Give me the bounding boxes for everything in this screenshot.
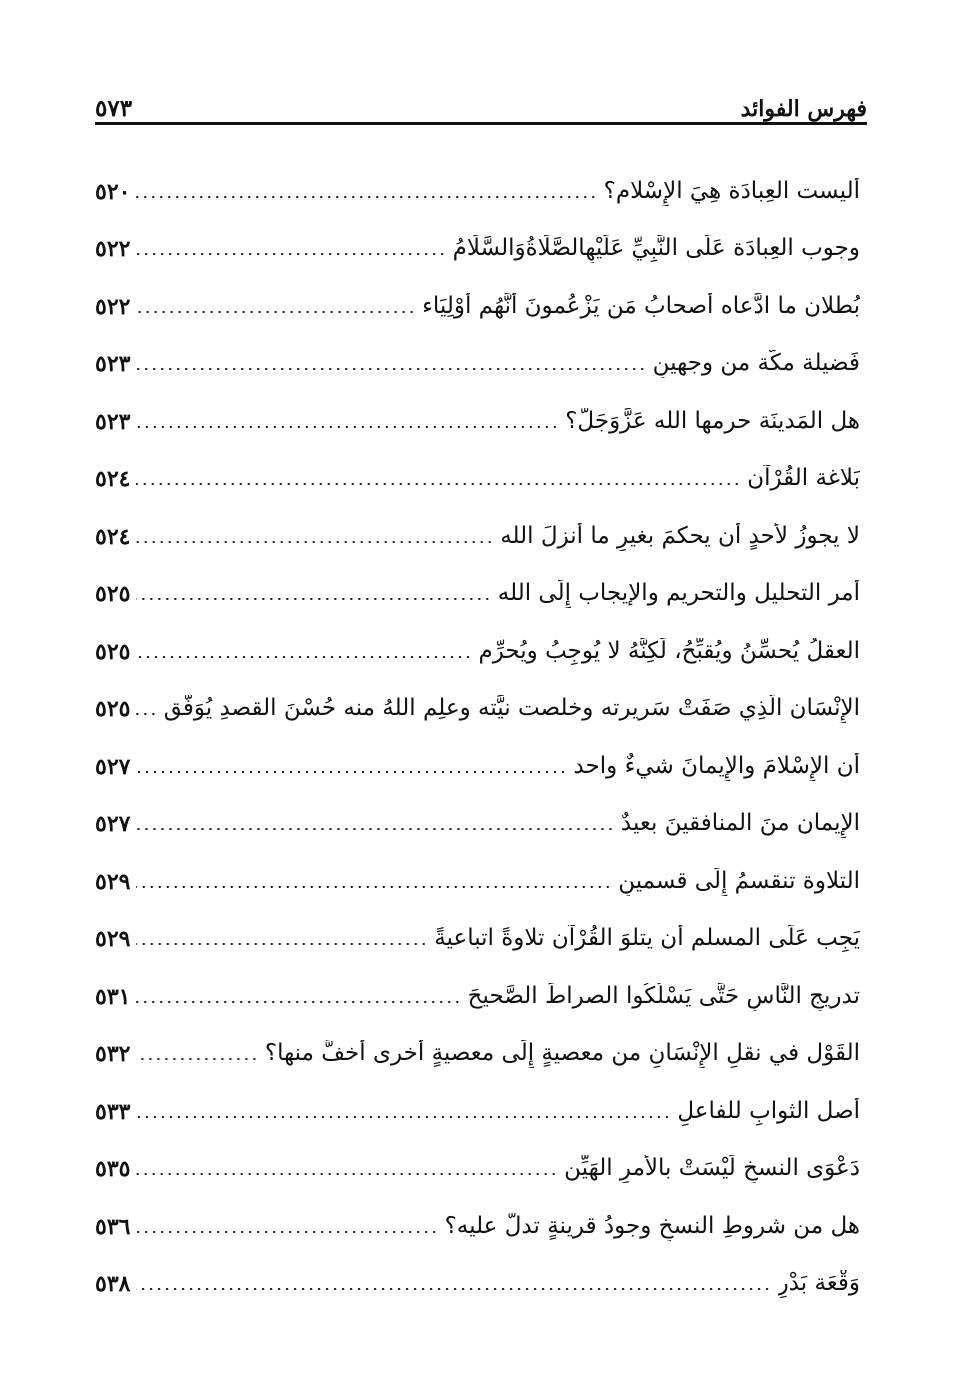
dot-leader: [136, 1116, 671, 1118]
dot-leader: [136, 368, 646, 370]
index-entry: [95, 451, 860, 509]
index-entry: [95, 796, 860, 854]
index-entry-title: فَضيلة مكَّة من وجهينِ: [652, 350, 860, 377]
header-rule: [95, 122, 867, 125]
dot-leader: [136, 1288, 771, 1290]
index-list: [95, 163, 860, 1313]
index-entry-title: وجوب العِبادَة عَلَى النَّبِيِّ عَلَيْهِالصَّلَاةُوَالسَّلَامُ: [452, 235, 860, 262]
index-entry-title: هل من شروطِ النسخِ وجودُ قرينةٍ تدلُّ عليه؟: [444, 1212, 860, 1239]
index-entry-page: ٥٢٢: [95, 293, 131, 320]
index-entry: [95, 1141, 860, 1199]
index-entry-title: بَلاغة القُرْآن: [747, 465, 860, 492]
index-entry-title: القَوْل في نقلِ الإِنْسَانِ من معصيةٍ إِلَى معصيةٍ أُخرى أخفَّ منها؟: [264, 1040, 860, 1067]
index-entry-title: أمر التحليل والتحريم والإيجاب إِلَى الله: [497, 580, 860, 607]
dot-leader: [136, 1001, 461, 1003]
index-entry-title: لا يجوزُ لأحدٍ أن يحكمَ بغيرِ ما أنزلَ الله: [500, 522, 860, 549]
index-entry-page: ٥٢٥: [95, 581, 131, 608]
index-entry-page: ٥٢٣: [95, 408, 131, 435]
index-entry-page: ٥٣١: [95, 983, 131, 1010]
index-entry-title: يَجِب عَلَى المسلم أن يتلوَ القُرْآن تلاوةً اتباعيةً: [434, 925, 860, 952]
index-entry: [95, 1026, 860, 1084]
index-entry-title: أصل الثوابِ للفاعلِ: [677, 1097, 860, 1124]
index-entry-page: ٥٣٦: [95, 1213, 131, 1240]
index-entry: [95, 1256, 860, 1314]
index-entry: [95, 566, 860, 624]
index-entry: [95, 681, 860, 739]
dot-leader: [136, 426, 559, 428]
index-entry: [95, 508, 860, 566]
dot-leader: [136, 713, 157, 715]
index-entry: [95, 1198, 860, 1256]
dot-leader: [136, 886, 612, 888]
index-entry-page: ٥٢٣: [95, 351, 131, 378]
index-entry-title: دَعْوَى النسخِ لَيْسَتْ بالأَمرِ الهَيِّن: [564, 1155, 860, 1182]
index-entry-title: أليست العِبادَة هِيَ الإِسْلام؟: [603, 177, 860, 204]
index-entry: [95, 853, 860, 911]
index-entry-page: ٥٣٥: [95, 1156, 131, 1183]
header-page-number: ٥٧٣: [95, 95, 133, 122]
index-entry: [95, 221, 860, 279]
index-entry-title: تدريجِ النَّاسِ حَتَّى يَسْلُكُوا الصراطَ الصَّحيحَ: [467, 982, 860, 1009]
dot-leader: [136, 541, 494, 543]
index-entry-title: بُطلان ما ادَّعاه أصحابُ مَن يَزْعُمونَ أَنَّهُم أَوْلِيَاء: [422, 292, 860, 319]
index-entry: [95, 623, 860, 681]
index-entry: [95, 163, 860, 221]
dot-leader: [136, 943, 428, 945]
dot-leader: [136, 598, 491, 600]
index-entry-page: ٥٢٧: [95, 753, 131, 780]
index-entry-title: التلاوة تنقسمُ إِلَى قسمينِ: [618, 867, 860, 894]
index-entry-page: ٥٣٨: [95, 1271, 131, 1298]
index-entry-page: ٥٢٢: [95, 236, 131, 263]
index-entry: [95, 738, 860, 796]
index-entry: [95, 336, 860, 394]
dot-leader: [136, 1058, 258, 1060]
index-entry-page: ٥٢٩: [95, 868, 131, 895]
index-entry-title: العقلُ يُحسِّنُ ويُقبِّحُ، لَكِنَّهُ لا يُوجِبُ ويُحرِّم: [478, 637, 860, 664]
index-entry-page: ٥٢٩: [95, 926, 131, 953]
index-entry-page: ٥٢٧: [95, 811, 131, 838]
dot-leader: [136, 253, 446, 255]
index-entry-page: ٥٣٣: [95, 1098, 131, 1125]
dot-leader: [136, 771, 567, 773]
index-entry-page: ٥٢٤: [95, 466, 131, 493]
index-entry: [95, 968, 860, 1026]
index-entry-title: الإِيمان منَ المنافقينَ بعيدٌ: [620, 810, 860, 837]
dot-leader: [136, 828, 614, 830]
running-header: [95, 90, 867, 122]
index-entry-page: ٥٢٥: [95, 696, 131, 723]
index-entry: [95, 278, 860, 336]
dot-leader: [136, 483, 741, 485]
index-entry: [95, 393, 860, 451]
dot-leader: [136, 311, 416, 313]
header-title: فهرس الفوائد: [740, 96, 867, 122]
dot-leader: [136, 1231, 438, 1233]
index-entry-title: الإِنْسَان الَّذِي صَفَتْ سَريرته وخلصت نيَّته وعلِم اللهُ منه حُسْنَ القصدِ يُوَفَّق: [163, 695, 860, 722]
index-entry: [95, 1083, 860, 1141]
index-entry-title: أن الإِسْلامَ والإِيمانَ شيءٌ واحد: [573, 752, 860, 779]
dot-leader: [136, 1173, 558, 1175]
index-entry-title: وَقْعَة بَدْرٍ: [777, 1270, 860, 1297]
index-entry-page: ٥٢٥: [95, 638, 131, 665]
dot-leader: [136, 656, 472, 658]
index-entry-page: ٥٢٤: [95, 523, 131, 550]
index-entry-page: ٥٢٠: [95, 178, 131, 205]
index-entry-page: ٥٣٢: [95, 1041, 131, 1068]
dot-leader: [136, 196, 597, 198]
index-entry-title: هل المَدينَة حرمها الله عَزَّوَجَلَّ؟: [565, 407, 860, 434]
index-entry: [95, 911, 860, 969]
